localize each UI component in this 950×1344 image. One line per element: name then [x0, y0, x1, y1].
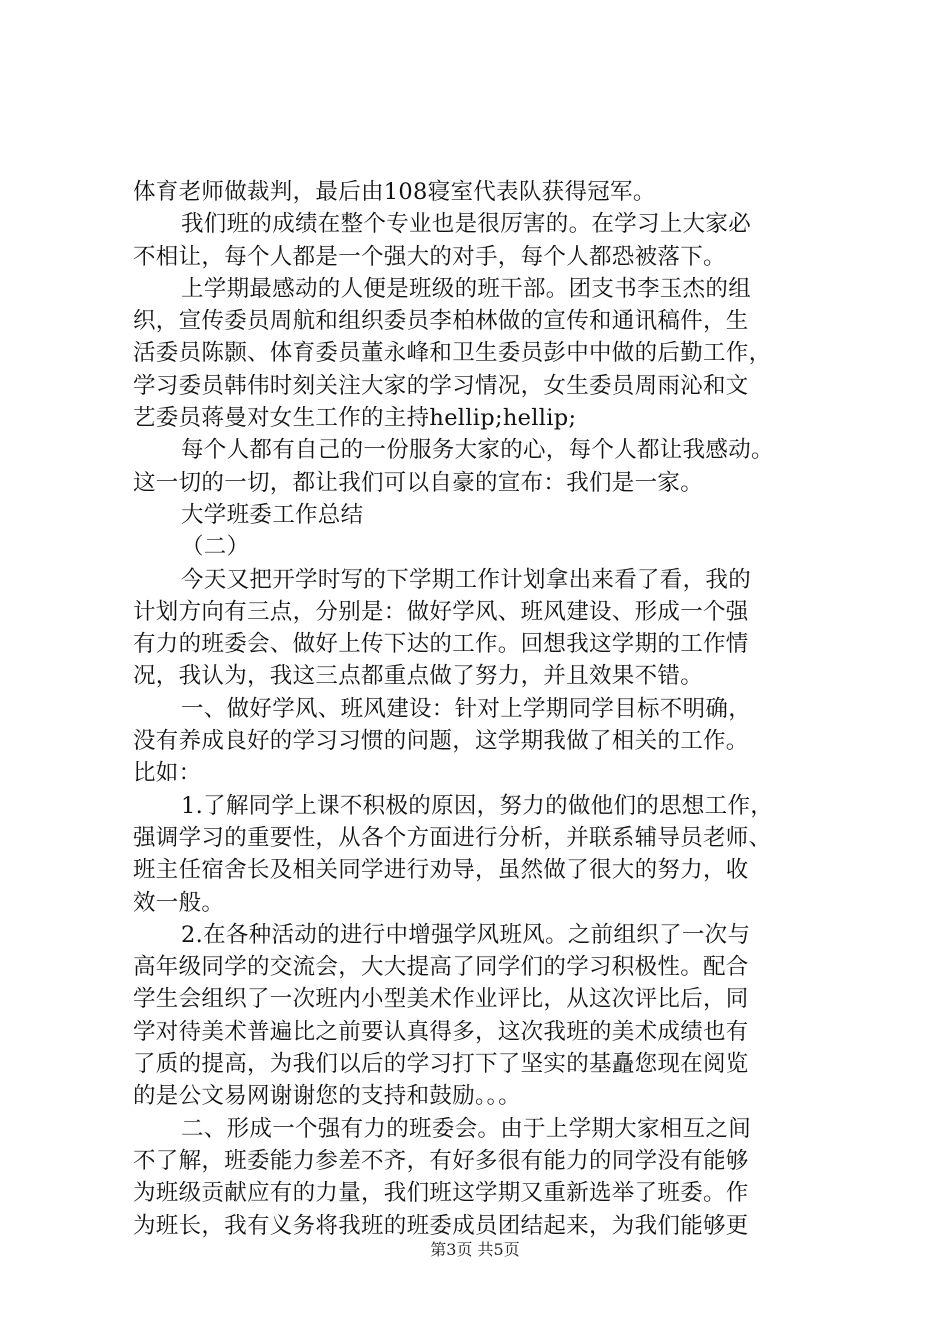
text-line: 活委员陈颢、体育委员董永峰和卫生委员彭中中做的后勤工作，: [133, 340, 772, 367]
text-line: 高年级同学的交流会，大大提高了同学们的学习积极性。配合: [133, 954, 749, 981]
text-line: 体育老师做裁判，最后由108寝室代表队获得冠军。: [133, 179, 656, 205]
page-footer: 第3页 共5页: [430, 1240, 520, 1259]
text-line: 大学班委工作总结: [181, 501, 364, 528]
text-line: 我们班的成绩在整个专业也是很厉害的。在学习上大家必: [181, 211, 752, 238]
text-line: 每个人都有自己的一份服务大家的心，每个人都让我感动。: [181, 437, 774, 464]
text-line: 上学期最感动的人便是班级的班干部。团支书李玉杰的组: [181, 275, 752, 302]
document-body: [133, 176, 833, 1242]
text-line: 学生会组织了一次班内小型美术作业评比，从这次评比后，同: [133, 986, 749, 1013]
text-line: 不相让，每个人都是一个强大的对手，每个人都恐被落下。: [133, 243, 726, 270]
text-line: 计划方向有三点，分别是：做好学风、班风建设、形成一个强: [133, 598, 749, 625]
text-line: 效一般。: [133, 889, 225, 916]
text-line: 学习委员韩伟时刻关注大家的学习情况，女生委员周雨沁和文: [133, 372, 749, 399]
text-line: 二、形成一个强有力的班委会。由于上学期大家相互之间: [181, 1115, 752, 1142]
text-line: 学对待美术普遍比之前要认真得多，这次我班的美术成绩也有: [133, 1018, 749, 1045]
text-line: 了质的提高，为我们以后的学习打下了坚实的基矗您现在阅览: [133, 1051, 749, 1078]
text-line: 的是公文易网谢谢您的支持和鼓励。。。: [133, 1083, 521, 1110]
text-line: 没有养成良好的学习习惯的问题，这学期我做了相关的工作。: [133, 728, 749, 755]
text-line: 织，宣传委员周航和组织委员李柏林做的宣传和通讯稿件，生: [133, 308, 749, 335]
text-line: 为班级贡献应有的力量，我们班这学期又重新选举了班委。作: [133, 1180, 749, 1207]
text-line: 比如：: [133, 760, 202, 787]
text-line: 2.在各种活动的进行中增强学风班风。之前组织了一次与: [181, 921, 751, 948]
text-line: 强调学习的重要性，从各个方面进行分析，并联系辅导员老师、: [133, 824, 772, 851]
text-line: 况，我认为，我这三点都重点做了努力，并且效果不错。: [133, 663, 704, 690]
text-line: （二）: [181, 534, 250, 561]
text-line: 艺委员蒋曼对女生工作的主持hellip;hellip;: [133, 405, 577, 432]
text-line: 为班长，我有义务将我班的班委成员团结起来，为我们能够更: [133, 1212, 749, 1239]
text-line: 1.了解同学上课不积极的原因，努力的做他们的思想工作，: [181, 792, 774, 819]
text-line: 不了解，班委能力参差不齐，有好多很有能力的同学没有能够: [133, 1147, 749, 1174]
text-line: 一、做好学风、班风建设：针对上学期同学目标不明确，: [181, 695, 752, 722]
text-line: 班主任宿舍长及相关同学进行劝导，虽然做了很大的努力，收: [133, 857, 749, 884]
text-line: 这一切的一切，都让我们可以自豪的宣布：我们是一家。: [133, 469, 704, 496]
text-line: 有力的班委会、做好上传下达的工作。回想我这学期的工作情: [133, 631, 749, 658]
text-line: 今天又把开学时写的下学期工作计划拿出来看了看，我的: [181, 566, 752, 593]
